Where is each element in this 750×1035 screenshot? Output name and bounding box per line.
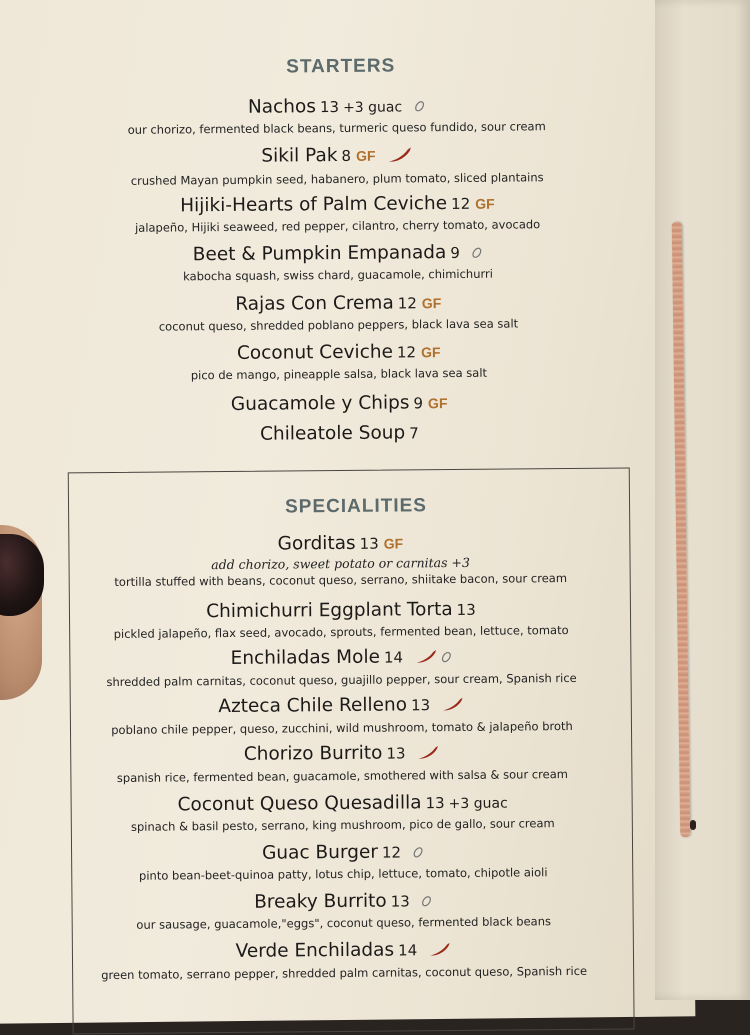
item-description: pickled jalapeño, flax seed, avocado, sprouts, fermented bean, lettuce, tomato <box>113 623 569 641</box>
menu-item-eggplant-torta <box>1 597 681 642</box>
item-name: Beet & Pumpkin Empanada <box>192 242 447 266</box>
item-description: spanish rice, fermented bean, guacamole, smothered with salsa & sour cream <box>116 766 568 785</box>
menu-item-verde-enchiladas <box>4 937 684 982</box>
item-name: Breaky Burrito <box>254 890 387 913</box>
nut-icon <box>440 648 452 667</box>
item-name: Hijiki-Hearts of Palm Ceviche <box>180 193 448 217</box>
menu-item-guac-burger <box>3 839 683 884</box>
item-description: pico de mango, pineapple salsa, black lava sea salt <box>190 365 488 383</box>
item-price: 13 <box>425 794 445 813</box>
menu-item-coconut-ceviche <box>0 339 679 384</box>
chili-pepper-icon <box>387 145 413 167</box>
item-price: 9 <box>450 243 460 263</box>
gluten-free-badge: GF <box>427 395 448 412</box>
item-price: 12 <box>396 343 417 362</box>
item-price: 13 <box>319 97 340 117</box>
item-name: Rajas Con Crema <box>235 292 394 315</box>
chili-pepper-icon <box>428 941 452 961</box>
item-price: 13 <box>410 696 431 715</box>
string-knot <box>690 820 696 830</box>
gluten-free-badge: GF <box>383 535 404 552</box>
menu-item-chileatole-soup <box>0 420 679 447</box>
gluten-free-badge: GF <box>420 344 441 361</box>
item-name: Verde Enchiladas <box>235 939 395 962</box>
item-description: jalapeño, Hijiki seaweed, red pepper, cilantro, cherry tomato, avocado <box>134 217 541 235</box>
item-name: Guac Burger <box>261 841 379 864</box>
gluten-free-badge: GF <box>355 147 376 164</box>
menu-item-nachos <box>0 93 677 138</box>
gluten-free-badge: GF <box>421 295 442 312</box>
item-price: 7 <box>409 424 419 443</box>
item-description: crushed Mayan pumpkin seed, habanero, plum tomato, sliced plantains <box>130 169 544 188</box>
gluten-free-badge: GF <box>475 195 495 212</box>
item-name: Chileatole Soup <box>259 422 406 445</box>
item-note: +3 guac <box>448 795 508 813</box>
item-note: +3 guac <box>342 99 403 116</box>
menu-item-gorditas <box>0 530 680 590</box>
nut-icon <box>421 892 433 911</box>
specialities-title: SPECIALITIES <box>284 495 428 518</box>
item-price: 13 <box>390 892 410 911</box>
item-name: Chimichurri Eggplant Torta <box>206 599 453 623</box>
item-description: poblano chile pepper, queso, zucchini, wild mushroom, tomato & jalapeño broth <box>111 718 573 737</box>
item-description: our chorizo, fermented black beans, turmeric queso fundido, sour cream <box>127 119 546 137</box>
item-price: 14 <box>398 941 418 960</box>
menu-item-sikil-pak <box>0 142 677 188</box>
item-name: Sikil Pak <box>261 145 338 167</box>
item-price: 13 <box>386 744 406 763</box>
item-name: Coconut Queso Quesadilla <box>177 792 422 816</box>
menu-item-breaky-burrito <box>3 888 683 933</box>
menu-item-rajas-con-crema <box>0 290 679 335</box>
menu-item-hijiki-ceviche <box>0 191 678 236</box>
item-name: Azteca Chile Relleno <box>218 694 408 718</box>
item-option: add chorizo, sweet potato or carnitas +3 <box>211 554 470 573</box>
menu-item-quesadilla <box>3 790 683 835</box>
item-name: Gorditas <box>277 532 356 555</box>
item-price: 12 <box>451 194 471 214</box>
nut-icon <box>471 244 483 263</box>
item-price: 8 <box>341 146 352 165</box>
item-description: green tomato, serrano pepper, shredded palm carnitas, coconut queso, Spanish rice <box>101 963 588 982</box>
menu-item-guacamole-chips <box>0 390 679 417</box>
item-price: 12 <box>397 294 417 313</box>
starters-title: STARTERS <box>286 55 396 78</box>
item-price: 12 <box>381 843 402 862</box>
chili-pepper-icon <box>417 744 441 764</box>
menu-item-chorizo-burrito <box>2 740 682 785</box>
item-name: Chorizo Burrito <box>243 742 383 765</box>
item-price: 13 <box>359 534 379 553</box>
chili-pepper-icon <box>441 695 465 715</box>
item-price: 13 <box>456 600 476 619</box>
item-name: Coconut Ceviche <box>236 341 394 364</box>
item-description: tortilla stuffed with beans, coconut queso, serrano, shiitake bacon, sour cream <box>114 571 568 589</box>
item-description: kabocha squash, swiss chard, guacamole, chimichurri <box>183 266 493 284</box>
menu-item-enchiladas-mole <box>1 644 681 689</box>
item-description: shredded palm carnitas, coconut queso, guajillo pepper, sour cream, Spanish rice <box>106 670 577 689</box>
nut-icon <box>413 97 425 116</box>
item-description: pinto bean-beet-quinoa patty, lotus chip, lettuce, tomato, chipotle aioli <box>138 865 548 883</box>
menu-item-chile-relleno <box>2 692 682 737</box>
chili-pepper-icon <box>414 648 438 668</box>
item-name: Nachos <box>247 96 317 118</box>
item-name: Guacamole y Chips <box>230 392 410 415</box>
item-price: 14 <box>383 648 404 667</box>
item-name: Enchiladas Mole <box>230 646 381 669</box>
item-description: our sausage, guacamole,"eggs", coconut queso, fermented black beans <box>136 914 552 932</box>
item-price: 9 <box>413 394 424 413</box>
item-description: spinach & basil pesto, serrano, king mushroom, pico de gallo, sour cream <box>130 816 555 834</box>
menu-item-beet-empanada <box>0 240 678 285</box>
nut-icon <box>412 843 424 862</box>
item-description: coconut queso, shredded poblano peppers, black lava sea salt <box>158 316 519 334</box>
